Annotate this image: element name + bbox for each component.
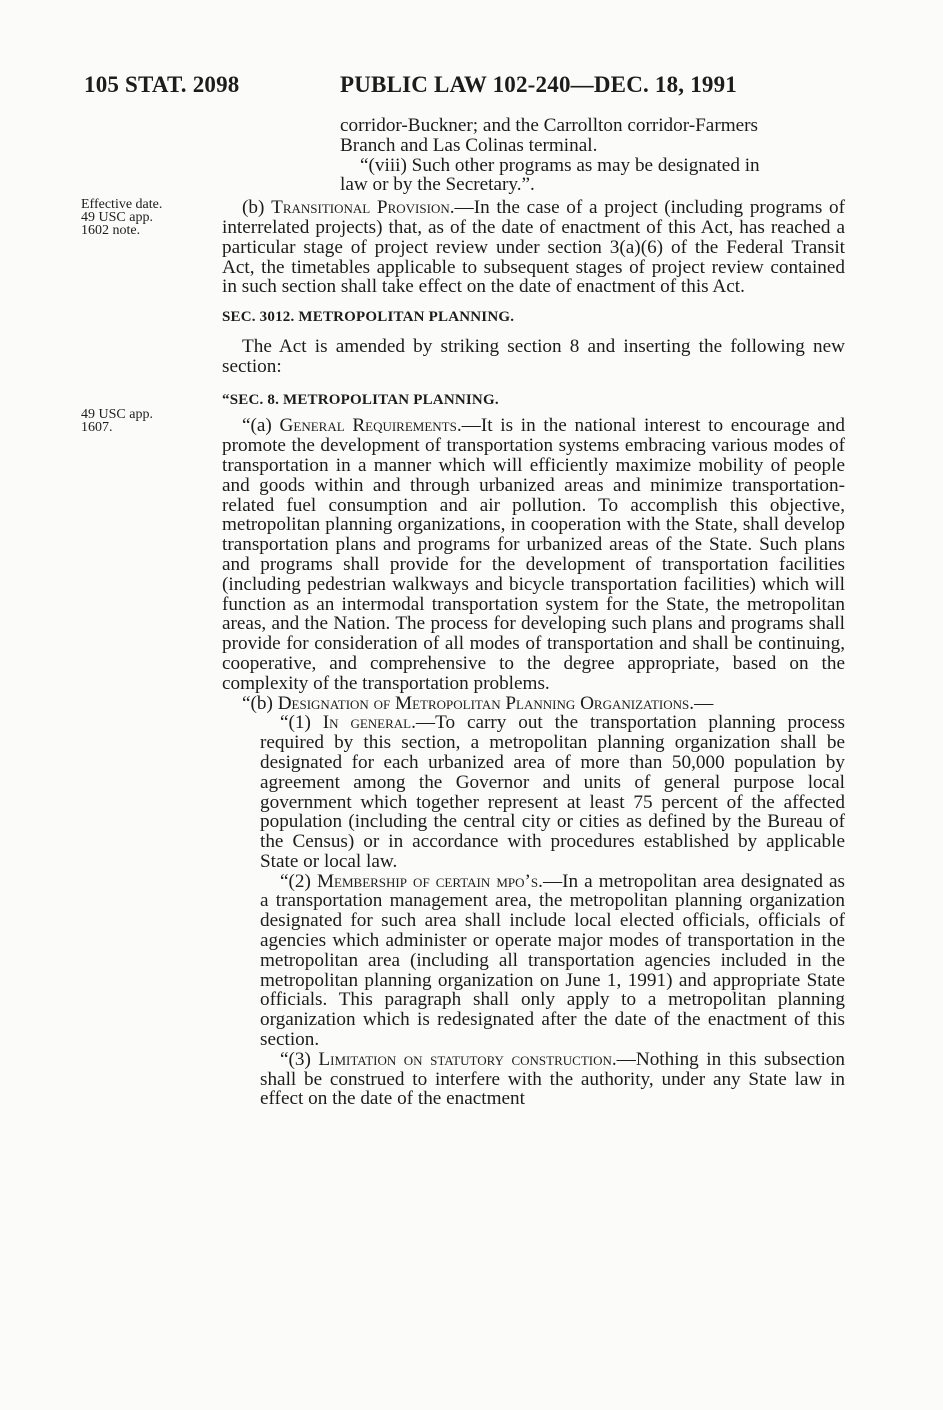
paragraph-limitation: “(3) Limitation on statutory construction.—Nothing in this subsection shall be construed to interfere with the authority, under any State law in effect on the date of the enactment: [260, 1048, 845, 1110]
margin-note-effective-date: Effective date. 49 USC app. 1602 note.: [81, 197, 163, 238]
membership-heading: Membership of certain mpo’s.: [316, 870, 543, 892]
subsection-b-paragraphs: [222, 713, 845, 1109]
section-8-heading: “SEC. 8. METROPOLITAN PLANNING.: [222, 391, 499, 408]
public-law-title: PUBLIC LAW 102-240—DEC. 18, 1991: [340, 72, 738, 97]
transitional-provision-heading: Transitional Provision.: [271, 197, 455, 219]
limitation-heading: Limitation on statutory construction.: [318, 1048, 617, 1070]
paragraph-transitional-provision: (b) Transitional Provision.—In the case of a project (including programs of interrelated projects) that, as of the date of enactment of this Act, has reached a particular stage of project review under section 3(a)(6) of the Federal Transit Act, the timetables applicable to subsequent stages of project review contained in such section shall take effect on the date of enactment of this Act.: [222, 197, 846, 298]
in-general-heading: In general.: [322, 712, 416, 734]
paragraph-designation-heading: “(b) Designation of Metropolitan Planning Organizations.—: [242, 692, 714, 714]
body-text: [222, 116, 845, 1109]
paragraph-in-general: “(1) In general.—To carry out the transportation planning process required by this section, a metropolitan planning organization shall be designated for each urbanized area of more than 50,000 population by agreement among the Governor and units of general purpose local government which together represent at least 75 percent of the affected population (including the central city or cities as defined by the Bureau of the Census) or in accordance with procedures established by applicable State or local law.: [260, 712, 846, 872]
general-requirements-heading: General Requirements.: [279, 415, 462, 437]
paragraph-amendment: The Act is amended by striking section 8 and inserting the following new section:: [222, 335, 845, 377]
designation-heading: Designation of Metropolitan Planning Organizations.: [277, 692, 695, 714]
page-header: [84, 72, 864, 106]
paragraph-general-requirements: “(a) General Requirements.—It is in the national interest to encourage and promote the development of transportation systems embracing various modes of transportation in a manner which will efficiently maximize mobility of people and goods within and through urbanized areas and minimize transportation-related fuel consumption and air pollution. To accomplish this objective, metropolitan planning organizations, in cooperation with the State, shall develop transportation plans and programs for urbanized areas of the State. Such plans and programs shall provide for the development of transportation facilities (including pedestrian walkways and bicycle transportation facilities) which will function as an intermodal transportation system for the State, the metropolitan areas, and the Nation. The process for developing such plans and programs shall provide for consideration of all modes of transportation and shall be continuing, cooperative, and comprehensive to the degree appropriate, based on the complexity of the transportation problems.: [222, 415, 846, 694]
paragraph-viii: “(viii) Such other programs as may be designated in law or by the Secretary.”.: [340, 154, 760, 196]
paragraph-membership: “(2) Membership of certain mpo’s.—In a metropolitan area designated as a transportation management area, the metropolitan planning organization designated for such area shall include local elected officials, officials of agencies which administer or operate major modes of transportation in the metropolitan area (including all transportation agencies included in the metropolitan planning organization on June 1, 1991) and appropriate State officials. This paragraph shall only apply to a metropolitan planning organization which is redesignated after the date of the enactment of this section.: [260, 870, 846, 1051]
paragraph-corridor: corridor-Buckner; and the Carrollton corridor-Farmers Branch and Las Colinas terminal.: [340, 115, 759, 156]
section-3012-heading: SEC. 3012. METROPOLITAN PLANNING.: [222, 309, 515, 326]
margin-note-usc-1607: 49 USC app. 1607.: [81, 407, 153, 435]
stat-page-number: 105 STAT. 2098: [84, 72, 240, 97]
